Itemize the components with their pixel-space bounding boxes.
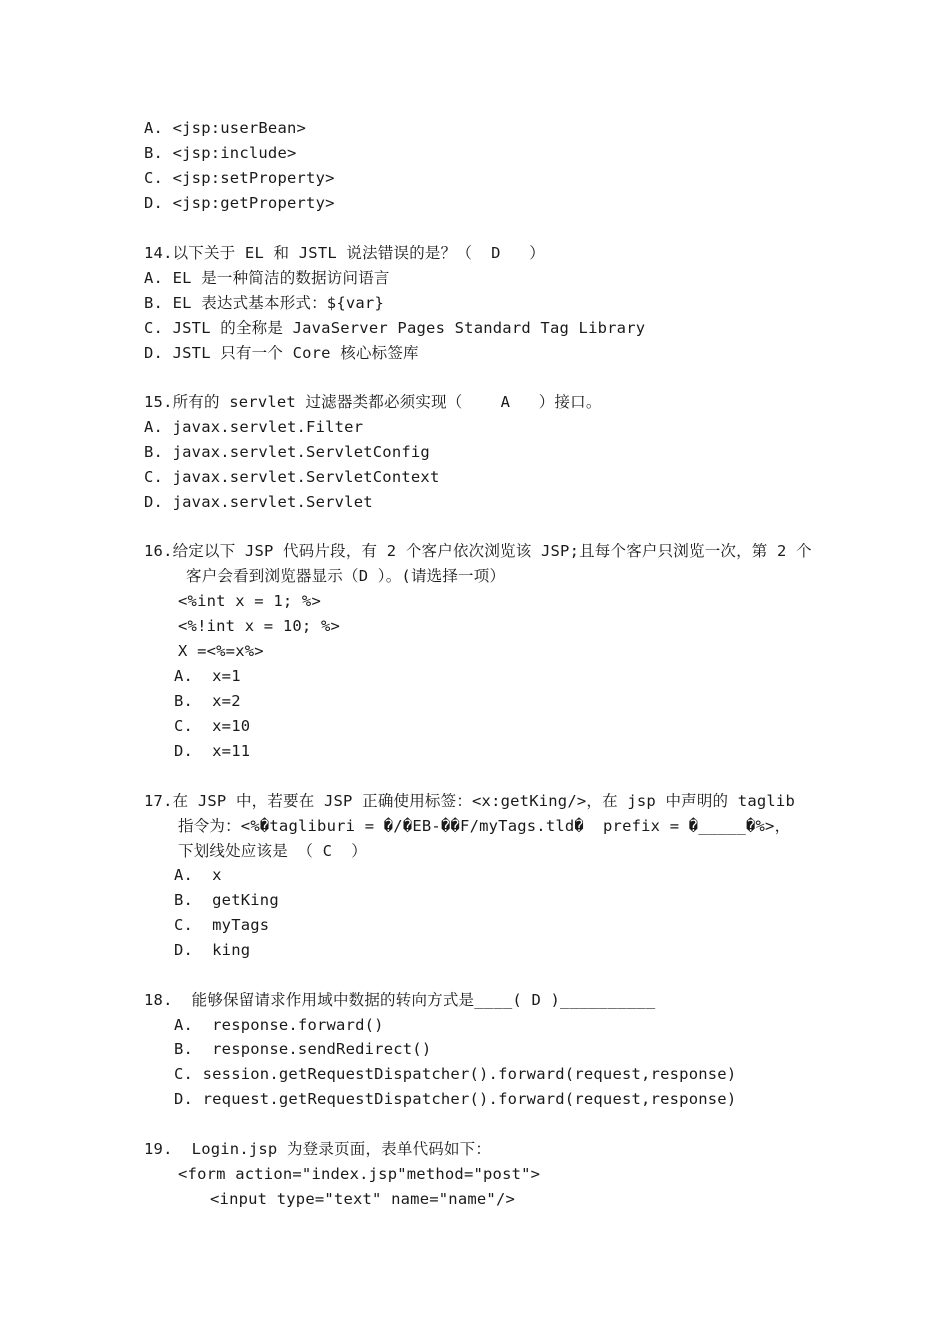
q19-code-line-2: <input type="text" name="name"/> (210, 1190, 516, 1208)
q16-question-cont: 客户会看到浏览器显示（D ）。(请选择一项） (186, 567, 506, 585)
q18-option-b: B. response.sendRedirect() (174, 1040, 432, 1058)
q13-option-d: D. <jsp:getProperty> (144, 194, 335, 212)
q16-option-d: D. x=11 (174, 742, 251, 760)
q17-option-a: A. x (174, 866, 222, 884)
q16-code-line-1: <%int x = 1; %> (178, 592, 321, 610)
q17-question-cont-1: 指令为：<%�tagliburi = �/�EB-��F/myTags.tld� prefix = �_____�%>， (178, 817, 791, 835)
q16-option-c: C. x=10 (174, 717, 251, 735)
q15-option-c: C. javax.servlet.ServletContext (144, 468, 440, 486)
q17-option-d: D. king (174, 941, 251, 959)
q18-option-a: A. response.forward() (174, 1016, 384, 1034)
q18-question: 18. 能够保留请求作用域中数据的转向方式是____( D )__________ (144, 991, 656, 1009)
q14-option-c: C. JSTL 的全称是 JavaServer Pages Standard Tag Library (144, 319, 646, 337)
q15-question: 15.所有的 servlet 过滤器类都必须实现（ A ）接口。 (144, 393, 602, 411)
q16-option-b: B. x=2 (174, 692, 241, 710)
q15-option-b: B. javax.servlet.ServletConfig (144, 443, 430, 461)
q19-code-line-1: <form action="index.jsp"method="post"> (178, 1165, 541, 1183)
q16-option-a: A. x=1 (174, 667, 241, 685)
q18-option-d: D. request.getRequestDispatcher().forward(request,response) (174, 1090, 737, 1108)
q15-option-a: A. javax.servlet.Filter (144, 418, 364, 436)
q16-question: 16.给定以下 JSP 代码片段，有 2 个客户依次浏览该 JSP;且每个客户只浏览一次，第 2 个 (144, 542, 812, 560)
q17-option-b: B. getKing (174, 891, 279, 909)
q17-option-c: C. myTags (174, 916, 270, 934)
q13-option-c: C. <jsp:setProperty> (144, 169, 335, 187)
q17-question-cont-2: 下划线处应该是 （ C ） (178, 842, 367, 860)
q16-code-line-2: <%!int x = 10; %> (178, 617, 341, 635)
q14-option-a: A. EL 是一种简洁的数据访问语言 (144, 269, 390, 287)
q18-option-c: C. session.getRequestDispatcher().forward(request,response) (174, 1065, 737, 1083)
q17-question: 17.在 JSP 中，若要在 JSP 正确使用标签：<x:getKing/>，在 jsp 中声明的 taglib (144, 792, 795, 810)
q14-option-d: D. JSTL 只有一个 Core 核心标签库 (144, 344, 419, 362)
q13-option-a: A. <jsp:userBean> (144, 119, 307, 137)
q15-option-d: D. javax.servlet.Servlet (144, 493, 373, 511)
q16-code-line-3: X =<%=x%> (178, 642, 264, 660)
q14-question: 14.以下关于 EL 和 JSTL 说法错误的是？（ D ） (144, 244, 545, 262)
q14-option-b: B. EL 表达式基本形式：${var} (144, 294, 384, 312)
q19-question: 19. Login.jsp 为登录页面，表单代码如下： (144, 1140, 492, 1158)
q13-option-b: B. <jsp:include> (144, 144, 297, 162)
